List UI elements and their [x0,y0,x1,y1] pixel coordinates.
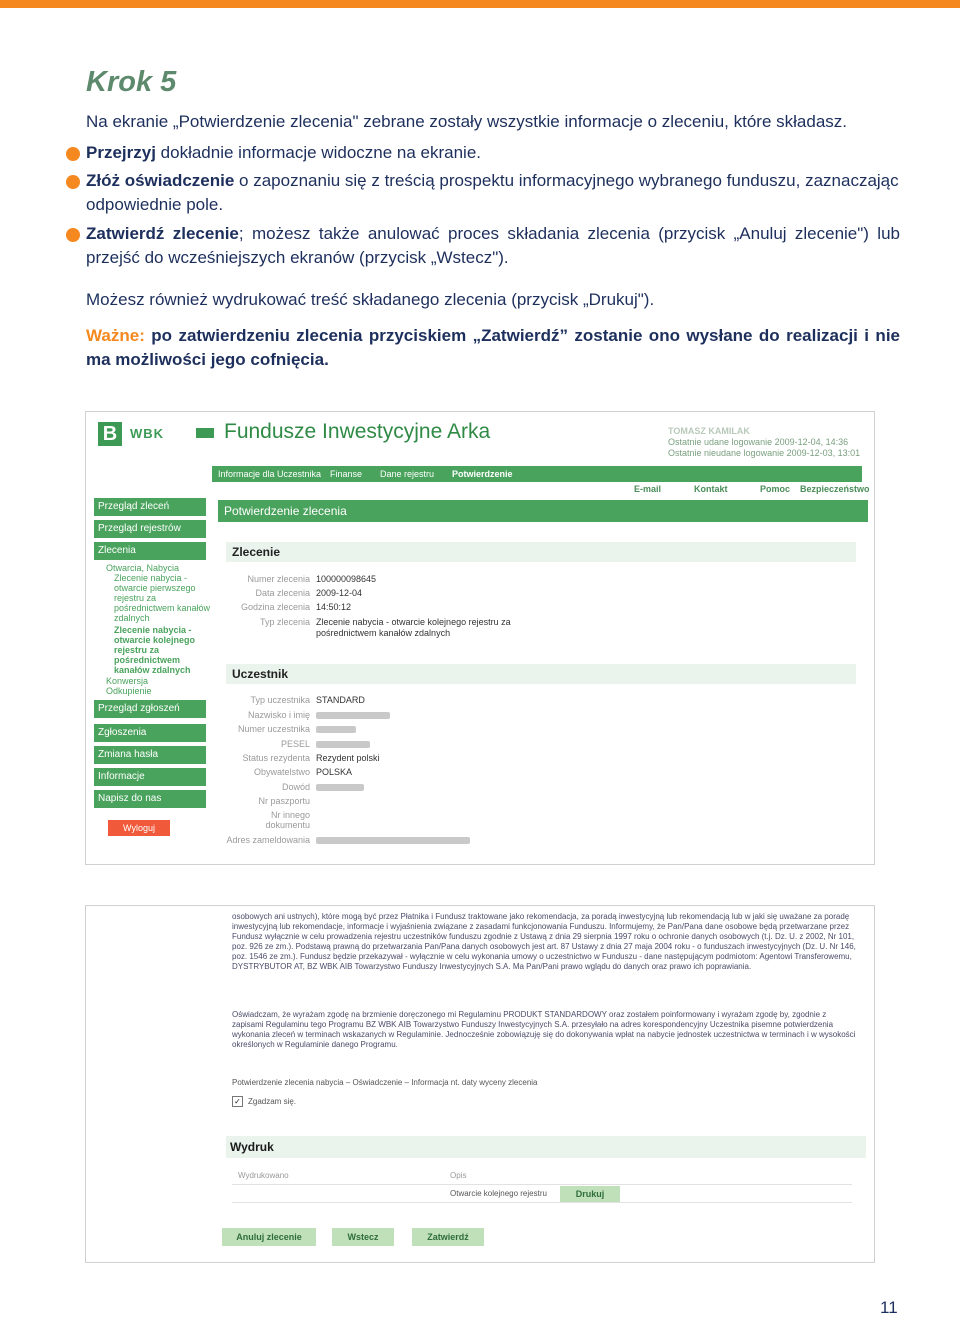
sidebar-sublink[interactable]: Zlecenie nabycia - [114,573,188,583]
field-value-order-date: 2009-12-04 [316,588,363,598]
field-value-order-time: 14:50:12 [316,602,352,612]
declaration-text-2: Oświadczam, że wyrażam zgodę na brzmienie doręczonego mi Regulaminu PRODUKT STANDARDOWY oraz zostałem poinformowany i wyrażam zgodę by, zgodnie z zapisami Regulaminu tego Programu BZ WBK AIB Towarzystwo Funduszy Inwestycyjnych S.A. przesyłało na adres korespondencyjny Uczestnika pisemne potwierdzenia wykonania zleceń w terminach wskazanych w Regulaminie. Jednocześnie zobowiązuję się do dokonywania wpłat na nabycie jednostek uczestnictwa w terminach i w wysokości określonych w Regulaminie danego Programu. [232,1010,856,1049]
top-accent-bar [0,0,960,8]
bank-logo-bar-icon [196,428,214,438]
link-help[interactable]: Pomoc [760,484,791,494]
section-order: Zlecenie [226,542,856,562]
field-value-citizenship: POLSKA [316,767,353,777]
screenshot-declarations [86,906,874,1262]
sidebar-sublink[interactable]: Otwarcia, Nabycia [106,563,180,573]
bullet-review [86,141,900,165]
field-label: Typ zlecenia [259,617,310,627]
declaration-text-1: osobowych ani ustnych), które mogą być przez Płatnika i Fundusz traktowane jako rekomendacja, za poradą inwestycyjną lub rekomendacją lub w jaki się uważane za poradę inwestycyjną lub rekomendacje, informacje i wyjaśnienia związane z zasadami funkcjonowania Funduszu. Informujemy, że Pan/Pana dane osobowe będą przetwarzane przez Fundusz wyłącznie w celu prowadzenia rejestru uczestników funduszu zgodnie z Ustawą z dnia 29 sierpnia 1997 roku o ochronie danych osobowych (t.j. Dz. U. z 2002, Nr 101, poz. 926 ze zm.). Podstawą prawną do przetwarzania Pan/Pana danych osobowych jest art. 87 Ustawy z dnia 27 maja 2004 roku - o funduszach inwestycyjnych (Dz. U. Nr 146, poz. 1546 ze zm.). Fundusz będzie przekazywał - wyłącznie w celu wykonania umowy o uczestnictwo w Funduszu - dane następującym podmiotom: Agentowi Transferowemu, DYSTRYBUTOR AT, BZ WBK AIB Towarzystwo Funduszy Inwestycyjnych S.A. Ma Pan/Pani prawo wglądu do danych oraz prawo ich poprawiania. [232,912,856,971]
bullet-dot-icon [66,147,80,161]
cancel-order-button[interactable]: Anuluj zlecenie [222,1228,316,1246]
sidebar-sublink[interactable]: otwarcie pierwszego [114,583,196,593]
field-value-participant-type: STANDARD [316,695,365,705]
login-last-failed: Ostatnie nieudane logowanie 2009-12-03, 13:01 [668,448,861,458]
field-value-residency: Rezydent polski [316,753,380,763]
sidebar-item-information[interactable]: Informacje [94,768,206,786]
redacted-value [316,726,356,733]
sidebar-item-password-change[interactable]: Zmiana hasła [94,746,206,764]
field-value-order-number: 100000098645 [316,574,377,584]
agree-label: Zgadzam się. [248,1097,297,1106]
link-contact[interactable]: Kontakt [694,484,728,494]
logout-button[interactable]: Wyloguj [108,820,170,836]
bullet-review-bold: Przejrzyj [86,143,156,162]
bullet-declaration-bold: Złóż oświadczenie [86,171,235,190]
field-label: Godzina zlecenia [240,602,310,612]
print-button[interactable]: Drukuj [560,1186,620,1202]
field-label: Adres zameldowania [226,835,310,845]
important-label: Ważne: [86,326,145,345]
field-label: Numer uczestnika [237,724,310,734]
field-value-order-type-cont: pośrednictwem kanałów zdalnych [316,628,451,638]
breadcrumb-item[interactable]: Dane rejestru [380,469,435,479]
bullet-review-text: dokładnie informacje widoczne na ekranie. [155,143,482,162]
important-text: po zatwierdzeniu zlecenia przyciskiem „Zatwierdź” zostanie ono wysłane do realizacji i nie ma możliwości jego cofnięcia. [86,326,900,369]
login-last-success: Ostatnie udane logowanie 2009-12-04, 14:36 [668,437,849,447]
print-col-printed: Wydrukowano [238,1171,289,1180]
bullet-dot-icon [66,228,80,242]
screenshot-order-confirmation [86,412,874,864]
field-label: Data zlecenia [255,588,310,598]
field-label: Dowód [281,782,310,792]
sidebar-item-registers-review[interactable]: Przegląd rejestrów [94,520,206,538]
step-title: Krok 5 [86,66,177,98]
bullet-declaration-text: o zapoznaniu się z treścią prospektu informacyjnego wybranego funduszu, zaznaczając odpowiednie pole. [86,171,899,214]
main-title: Potwierdzenie zlecenia [218,500,868,522]
redacted-value [316,837,470,844]
print-row-description: Otwarcie kolejnego rejestru [450,1189,547,1198]
redacted-value [316,712,390,719]
sidebar-sublink[interactable]: rejestru za [114,593,157,603]
site-title: Fundusze Inwestycyjne Arka [224,420,491,443]
confirm-line: Potwierdzenie zlecenia nabycia – Oświadczenie – Informacja nt. daty wyceny zlecenia [232,1078,538,1087]
intro-text: Na ekranie „Potwierdzenie zlecenia" zebrane zostały wszystkie informacje o zleceniu, które składasz. [86,112,847,131]
redacted-value [316,784,364,791]
sidebar-sublink[interactable]: zdalnych [114,613,150,623]
sidebar-item-orders[interactable]: Zlecenia [94,542,206,560]
breadcrumb-item-current: Potwierdzenie [452,469,513,479]
bullet-confirm [86,222,900,270]
print-table-header [232,1168,852,1185]
link-security[interactable]: Bezpieczeństwo [800,484,870,494]
field-label: Numer zlecenia [247,574,310,584]
redacted-value [316,741,370,748]
print-table-row [232,1186,852,1203]
bullet-dot-icon [66,175,80,189]
sidebar-item-orders-review[interactable]: Przegląd zleceń [94,498,206,516]
breadcrumb-item[interactable]: Finanse [330,469,363,479]
bank-name: WBK [130,426,165,441]
bank-logo-icon: B [98,422,122,446]
important-note [86,324,900,372]
sidebar-sublink-active[interactable]: pośrednictwem [114,655,181,665]
field-value-order-type: Zlecenie nabycia - otwarcie kolejnego rejestru za [316,617,511,627]
sidebar-sublink-active[interactable]: kanałów zdalnych [114,665,191,675]
sidebar-sublink-active[interactable]: rejestru za [114,645,160,655]
agree-checkbox[interactable]: ✓ [232,1096,243,1107]
print-note: Możesz również wydrukować treść składanego zlecenia (przycisk „Drukuj"). [86,290,655,309]
login-user: TOMASZ KAMILAK [668,426,750,436]
sidebar-item-requests[interactable]: Zgłoszenia [94,724,206,742]
sidebar-sublink[interactable]: pośrednictwem kanałów [114,603,211,613]
field-label: Typ uczestnika [250,695,310,705]
field-label: Nazwisko i imię [247,710,310,720]
back-button[interactable]: Wstecz [332,1228,394,1246]
login-info [668,426,860,459]
section-participant: Uczestnik [226,664,856,684]
bullet-confirm-bold: Zatwierdź zlecenie [86,224,239,243]
field-label: PESEL [280,739,310,749]
bullet-confirm-text: ; możesz także anulować proces składania zlecenia (przycisk „Anuluj zlecenie") lub przejść do wcześniejszych ekranów (przycisk „Wstecz"). [86,224,900,267]
link-email[interactable]: E-mail [634,484,662,494]
sidebar-sublink-active[interactable]: otwarcie kolejnego [114,635,196,645]
breadcrumb-item[interactable]: Informacje dla Uczestnika [218,469,322,479]
field-label: dokumentu [265,820,310,830]
sidebar-sublink[interactable]: Odkupienie [106,686,152,696]
sidebar-sublink-active[interactable]: Zlecenie nabycia - [114,625,192,635]
sidebar-sublink[interactable]: Konwersja [106,676,149,686]
print-col-description: Opis [450,1171,467,1180]
section-print: Wydruk [226,1136,866,1158]
field-label: Status rezydenta [242,753,310,763]
field-label: Nr paszportu [258,796,310,806]
sidebar-item-contact-us[interactable]: Napisz do nas [94,790,206,808]
sidebar-item-requests-review[interactable]: Przegląd zgłoszeń [94,700,206,718]
field-label: Obywatelstwo [253,767,310,777]
field-label: Nr innego [270,810,310,820]
confirm-button[interactable]: Zatwierdź [412,1228,484,1246]
bullet-declaration [86,169,900,217]
page-number: 11 [880,1298,898,1317]
